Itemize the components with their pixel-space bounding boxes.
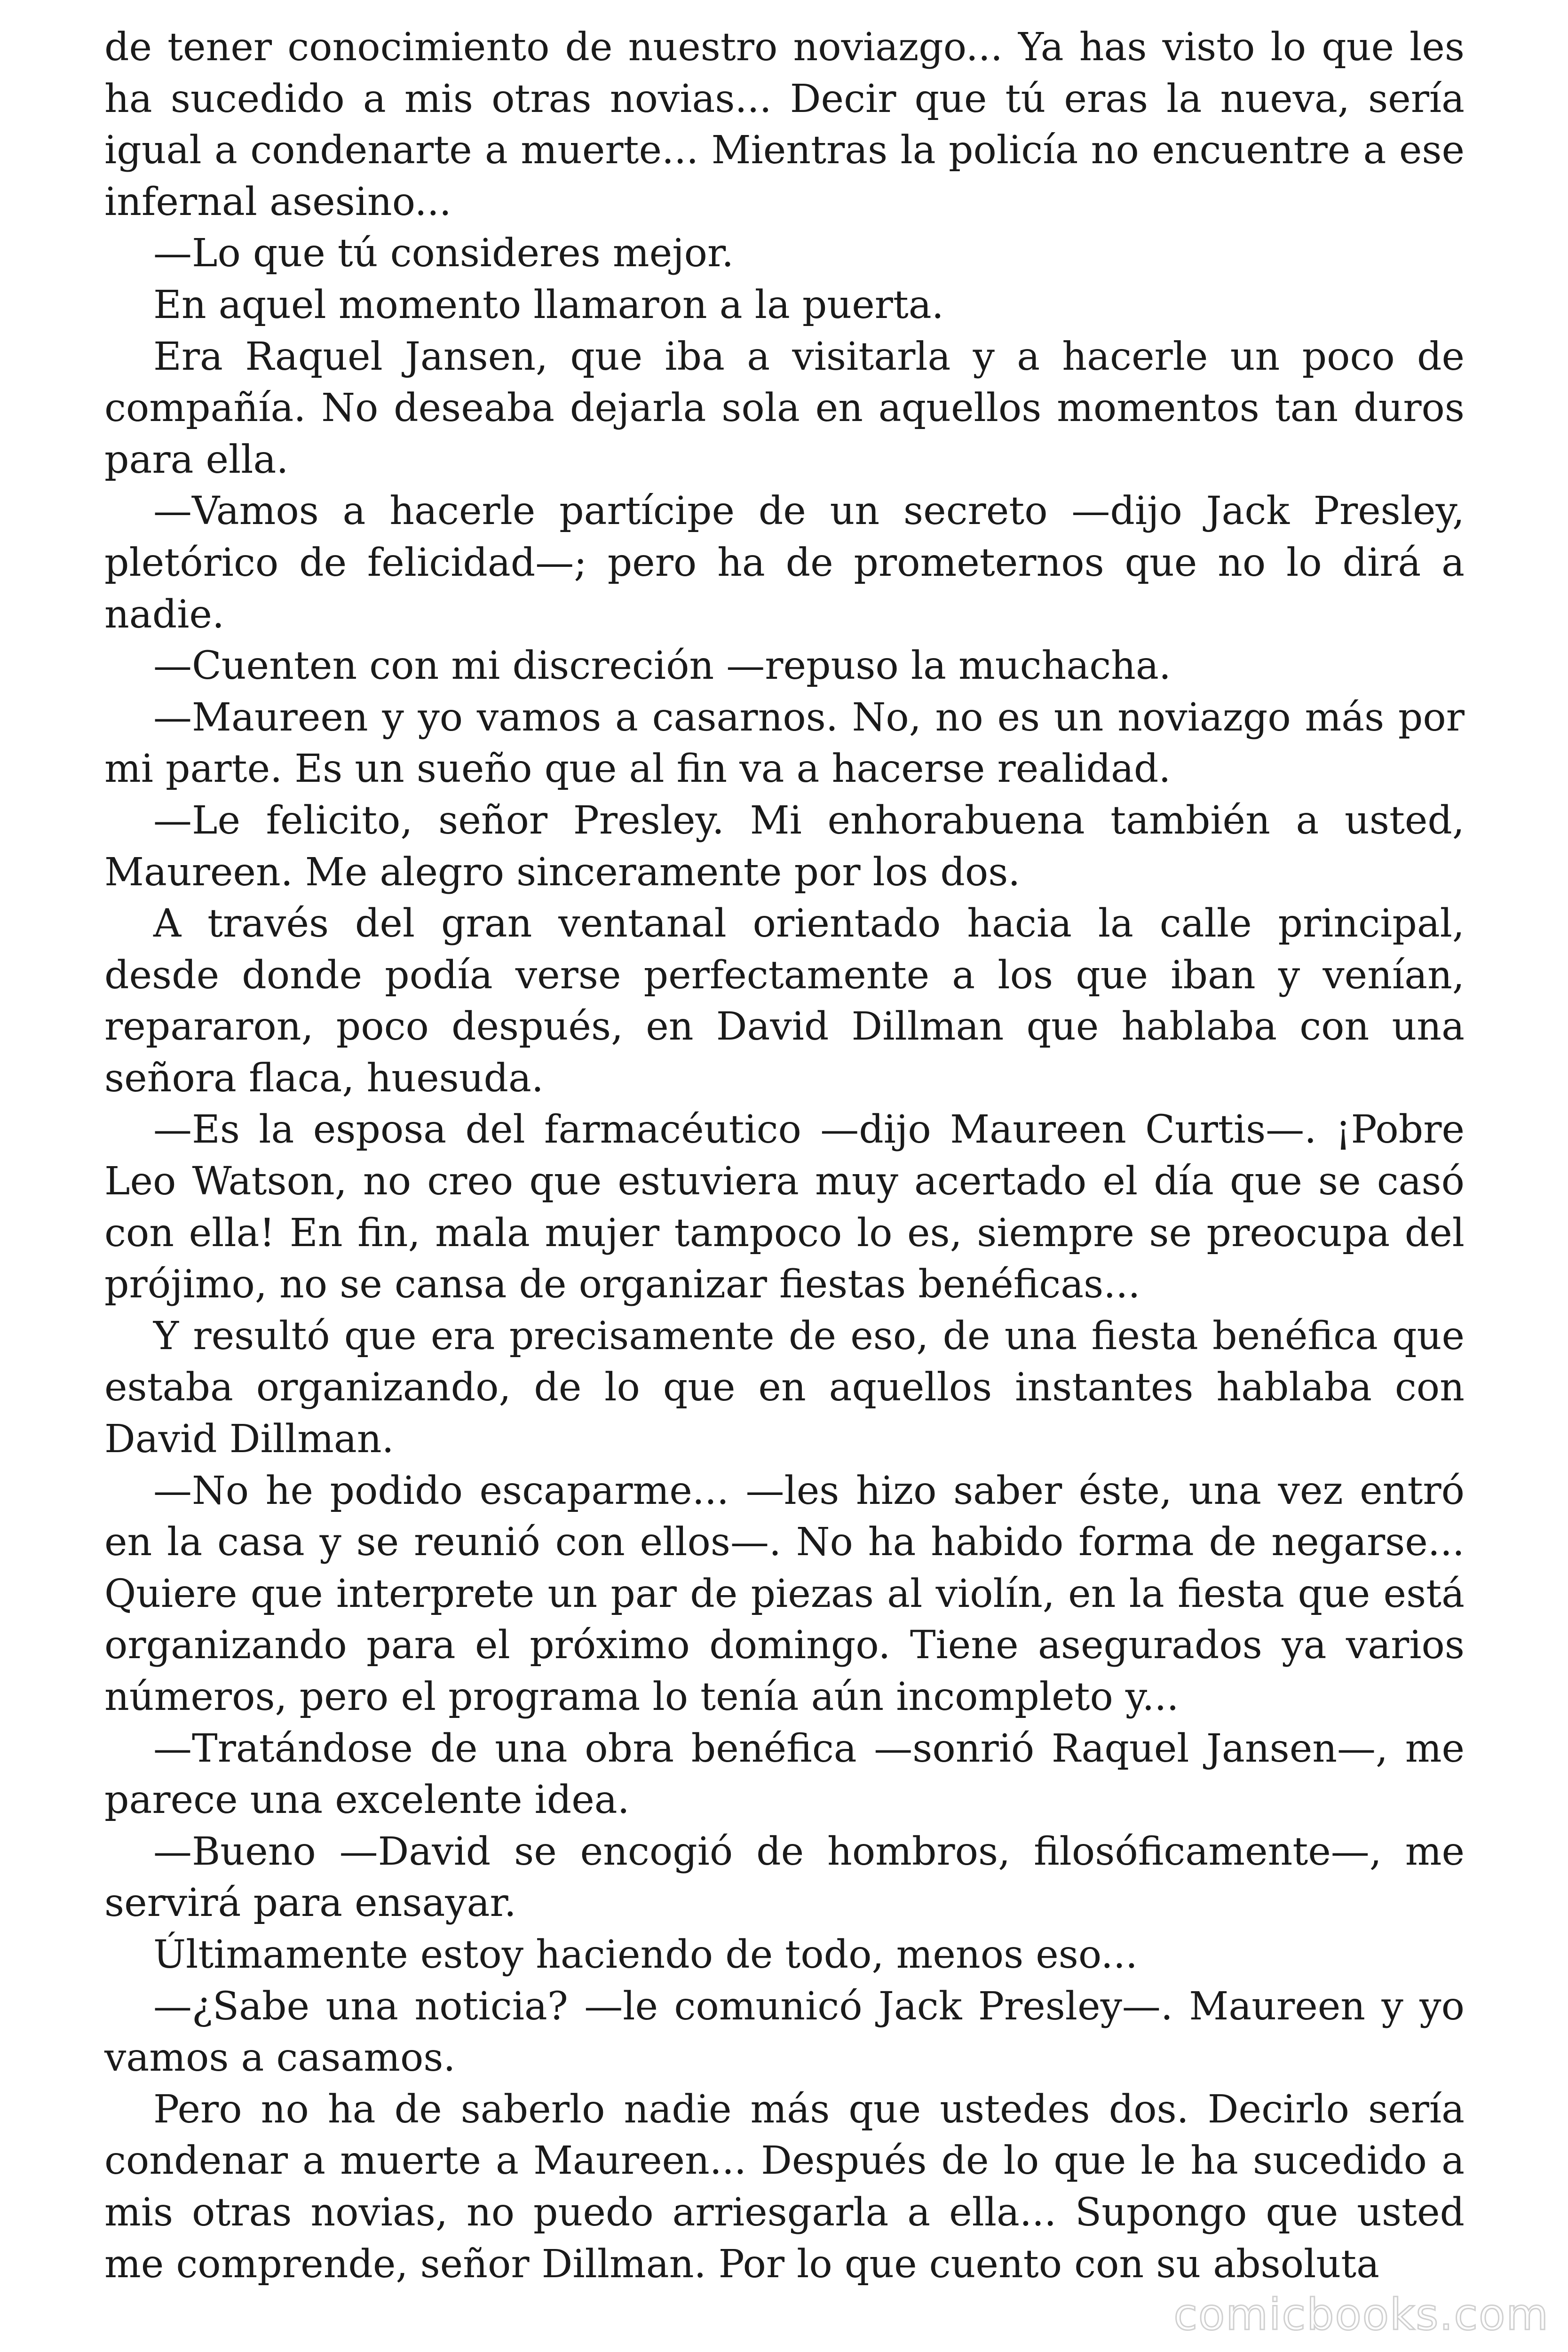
- paragraph-17: Pero no ha de saberlo nadie más que ustedes dos. Decirlo sería condenar a muerte a Maureen... Después de lo que le ha sucedido a mis otras novias, no puedo arriesgarla a ella... Supongo que usted me comprende, señor Dillman. Por lo que cuento con su absoluta: [104, 2087, 1465, 2287]
- paragraph-14: —Bueno —David se encogió de hombros, filosóficamente—, me servirá para ensayar.: [104, 1829, 1465, 1926]
- paragraph-11: Y resultó que era precisamente de eso, de una fiesta benéfica que estaba organizando, de lo que en aquellos instantes hablaba con David Dillman.: [104, 1313, 1465, 1462]
- paragraph-15: Últimamente estoy haciendo de todo, menos eso...: [153, 1932, 1138, 1977]
- paragraph-7: —Maureen y yo vamos a casarnos. No, no es un noviazgo más por mi parte. Es un sueño que al fin va a hacerse realidad.: [104, 695, 1465, 792]
- paragraph-4: Era Raquel Jansen, que iba a visitarla y a hacerle un poco de compañía. No deseaba dejarla sola en aquellos momentos tan duros para ella.: [104, 334, 1465, 482]
- page-body: [104, 22, 1465, 2290]
- paragraph-6: —Cuenten con mi discreción —repuso la muchacha.: [153, 644, 1171, 689]
- paragraph-12: —No he podido escaparme... —les hizo saber éste, una vez entró en la casa y se reunió con ellos—. No ha habido forma de negarse... Quiere que interprete un par de piezas al violín, en la fiesta que está organizando para el próximo domingo. Tiene asegurados ya varios números, pero el programa lo tenía aún incompleto y...: [104, 1468, 1465, 1719]
- paragraph-13: —Tratándose de una obra benéfica —sonrió Raquel Jansen—, me parece una excelente idea.: [104, 1726, 1465, 1823]
- paragraph-10: —Es la esposa del farmacéutico —dijo Maureen Curtis—. ¡Pobre Leo Watson, no creo que estuviera muy acertado el día que se casó con ella! En fin, mala mujer tampoco lo es, siempre se preocupa del prójimo, no se cansa de organizar fiestas benéficas...: [104, 1107, 1465, 1307]
- paragraph-2: —Lo que tú consideres mejor.: [153, 231, 734, 276]
- paragraph-1: de tener conocimiento de nuestro noviazgo... Ya has visto lo que les ha sucedido a mis otras novias... Decir que tú eras la nueva, sería igual a condenarte a muerte... Mientras la policía no encuentre a ese infernal asesino...: [104, 25, 1465, 224]
- paragraph-9: A través del gran ventanal orientado hacia la calle principal, desde donde podía verse perfectamente a los que iban y venían, repararon, poco después, en David Dillman que hablaba con una señora flaca, huesuda.: [104, 901, 1465, 1101]
- watermark: comicbooks.com: [1173, 2289, 1549, 2340]
- paragraph-8: —Le felicito, señor Presley. Mi enhorabuena también a usted, Maureen. Me alegro sinceramente por los dos.: [104, 798, 1465, 895]
- paragraph-16: —¿Sabe una noticia? —le comunicó Jack Presley—. Maureen y yo vamos a casamos.: [104, 1984, 1465, 2081]
- paragraph-3: En aquel momento llamaron a la puerta.: [153, 282, 944, 327]
- paragraph-5: —Vamos a hacerle partícipe de un secreto —dijo Jack Presley, pletórico de felicidad—; pero ha de prometernos que no lo dirá a nadie.: [104, 489, 1465, 637]
